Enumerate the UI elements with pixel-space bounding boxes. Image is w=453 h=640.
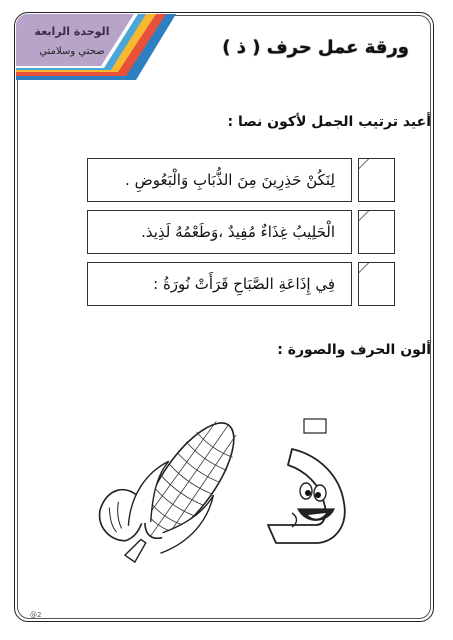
letter-dhal-character: [262, 415, 362, 555]
unit-label: الوحدة الرابعة: [34, 25, 110, 38]
sentence-row: [87, 262, 397, 306]
sentence-box: الْحَلِيبُ غِذَاءٌ مُفِيدٌ ،وَطَعْمُهُ لَذِيذ.: [87, 210, 352, 254]
sentence-row: [87, 210, 397, 254]
sentence-box: لِنَكُنْ حَذِرِينَ مِنَ الذُّبَابِ وَالْبَعُوضِ .: [87, 158, 352, 202]
order-number-box[interactable]: [358, 158, 395, 202]
page-title: ورقة عمل حرف ( ذ ): [222, 37, 409, 58]
topic-label: صحتي وسلامتي: [39, 46, 105, 57]
corn-illustration: [92, 398, 252, 576]
letter-dot: [304, 419, 326, 433]
banner-text: [16, 14, 128, 70]
sentence-row: [87, 158, 397, 202]
unit-banner: [16, 14, 196, 80]
sentence-box: فِي إِذَاعَةِ الصَّبَاحِ قَرَأَتْ نُورَةُ :: [87, 262, 352, 306]
order-number-box[interactable]: [358, 210, 395, 254]
section1-instruction: أعيد ترتيب الجمل لأكون نصا :: [227, 114, 431, 130]
footer-mark: @2: [30, 611, 42, 619]
order-number-box[interactable]: [358, 262, 395, 306]
section2-instruction: ألون الحرف والصورة :: [277, 342, 431, 358]
